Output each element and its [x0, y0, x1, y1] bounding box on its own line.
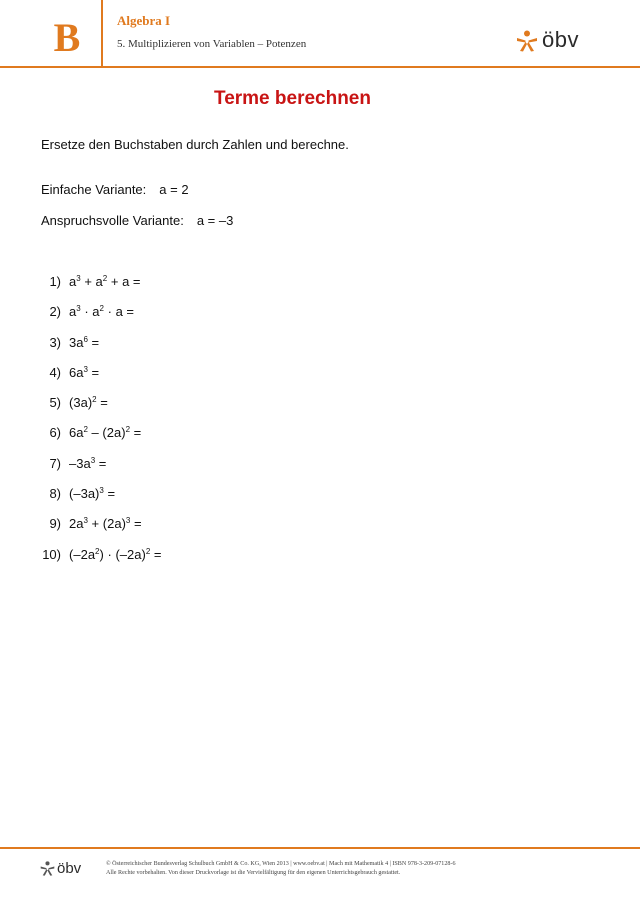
- problem-item: [41, 302, 162, 332]
- problem-expression: $a^3 \cdot a^2 \cdot a$ =: [69, 304, 135, 320]
- problem-number: 10): [42, 546, 61, 562]
- problem-item: [41, 484, 162, 514]
- problem-expression: $6a^2 - (2a)^2$ =: [69, 425, 142, 441]
- instruction-text: Ersetze den Buchstaben durch Zahlen und berechne.: [41, 137, 349, 152]
- publisher-logo: [516, 28, 579, 54]
- variant-value: a = 2: [159, 182, 189, 197]
- logo-text: öbv: [542, 27, 579, 52]
- problem-number: 6): [49, 425, 61, 441]
- page-title: Terme berechnen: [214, 88, 371, 109]
- problem-list: [41, 272, 162, 575]
- footer-copyright: [106, 860, 456, 878]
- problem-number: 2): [49, 304, 61, 320]
- problem-expression: $(-3a)^3$ =: [69, 486, 116, 502]
- problem-number: 1): [49, 274, 61, 289]
- rights-line: Alle Rechte vorbehalten. Von dieser Druckvorlage ist die Vervielfältigung für den eigenen Unterrichtsgebrauch gestattet.: [106, 870, 401, 876]
- problem-item: [41, 423, 162, 453]
- problem-item: [41, 514, 162, 544]
- problem-item: [41, 272, 162, 302]
- variant-challenging: [41, 213, 233, 228]
- problem-number: 5): [49, 395, 61, 411]
- problem-expression: $3a^6$ =: [69, 334, 100, 350]
- chapter-title: Algebra I: [117, 13, 171, 28]
- problem-expression: $(3a)^2$ =: [69, 395, 108, 411]
- footer-logo: [40, 860, 81, 878]
- problem-expression: $6a^3$ =: [69, 364, 100, 380]
- copyright-line: © Österreichischer Bundesverlag Schulbuch GmbH & Co. KG, Wien 2013 | www.oebv.at | Mach mit Mathematik 4 | ISBN 978-3-209-07128-6: [106, 861, 456, 867]
- problem-number: 8): [49, 486, 61, 502]
- problem-expression: $2a^3 + (2a)^3$ =: [69, 516, 142, 532]
- oebv-star-icon: [516, 30, 538, 52]
- footer-logo-text: öbv: [57, 860, 82, 878]
- problem-item: [41, 393, 162, 423]
- variant-value: a = –3: [196, 213, 234, 228]
- problem-item: [41, 454, 162, 484]
- variant-simple: [41, 182, 189, 197]
- problem-number: 7): [49, 455, 61, 471]
- footer-rule: [0, 847, 640, 849]
- variant-label: Anspruchsvolle Variante:: [41, 213, 184, 228]
- page-header: [0, 0, 640, 66]
- header-divider: [101, 0, 103, 66]
- problem-item: [41, 545, 162, 575]
- header-rule: [0, 66, 640, 68]
- oebv-star-icon: [40, 861, 55, 876]
- problem-number: 4): [49, 364, 61, 380]
- problem-expression: $-3a^3$ =: [69, 455, 107, 471]
- variant-label: Einfache Variante:: [41, 182, 147, 197]
- problem-item: [41, 333, 162, 363]
- section-letter: B: [53, 15, 81, 60]
- problem-item: [41, 363, 162, 393]
- problem-expression: $a^3 + a^2 + a$ =: [69, 274, 141, 289]
- problem-number: 9): [49, 516, 61, 532]
- chapter-subtitle: 5. Multiplizieren von Variablen – Potenzen: [117, 38, 307, 50]
- problem-number: 3): [49, 334, 61, 350]
- problem-expression: $(-2a^2) \cdot (-2a)^2$ =: [69, 546, 162, 562]
